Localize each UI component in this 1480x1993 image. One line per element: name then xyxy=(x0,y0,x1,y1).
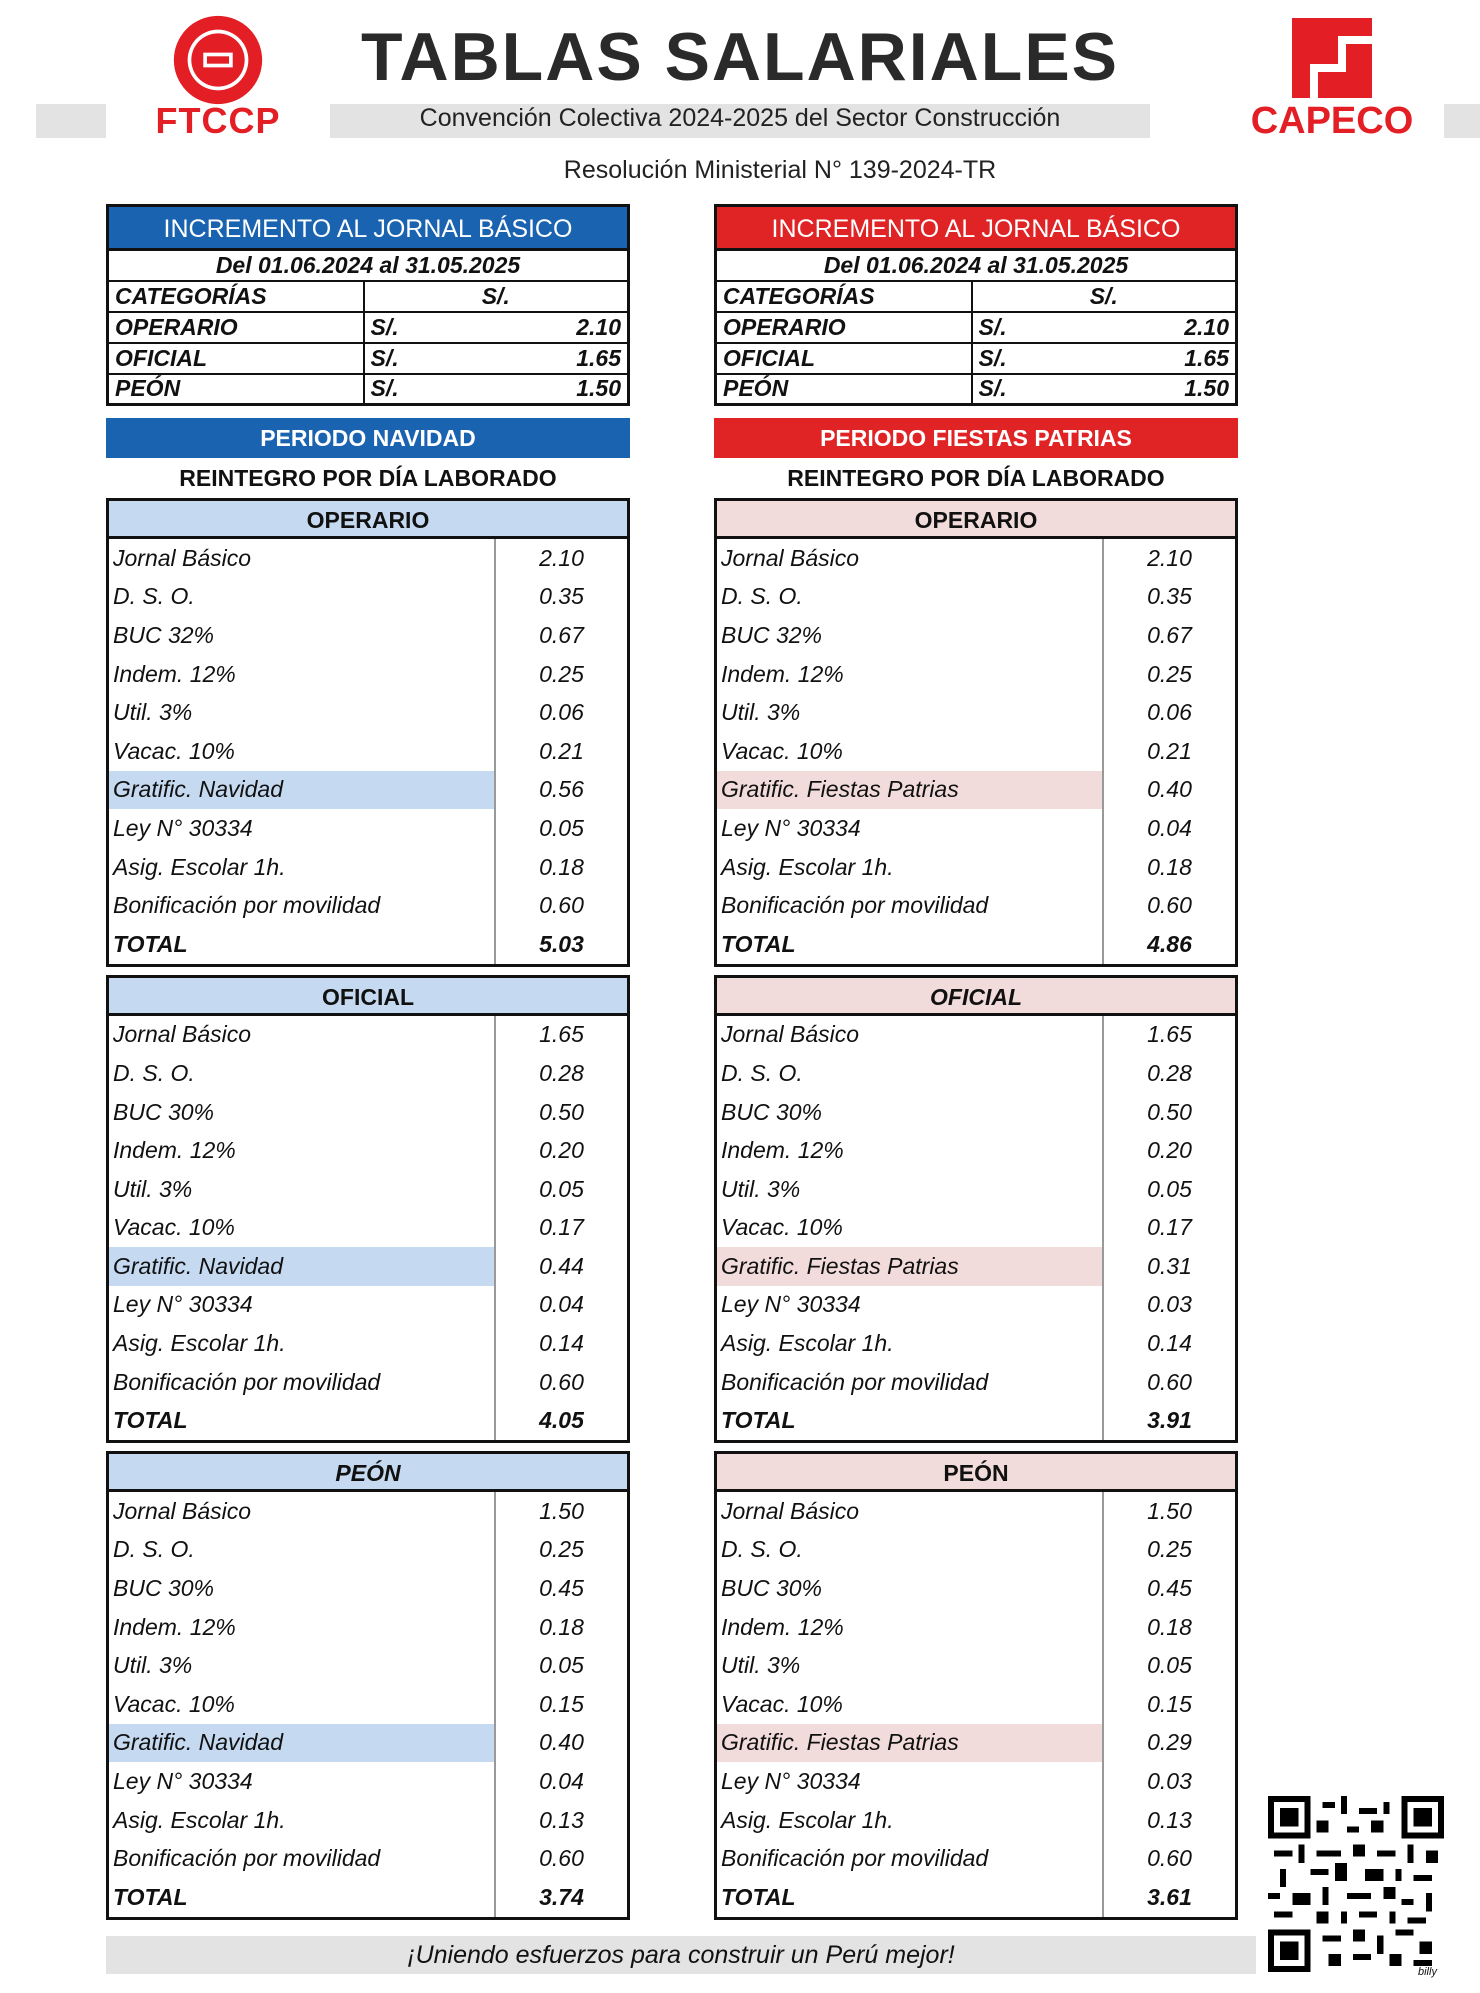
increment-currency: S/. xyxy=(364,374,444,405)
table-row xyxy=(717,616,1235,655)
table-row xyxy=(717,1492,1235,1531)
row-label: Ley N° 30334 xyxy=(717,1762,1104,1801)
row-label: Util. 3% xyxy=(717,1170,1104,1209)
row-label: Ley N° 30334 xyxy=(109,1762,496,1801)
table-row xyxy=(109,539,627,578)
row-value: 0.04 xyxy=(539,1768,584,1795)
increment-period: Del 01.06.2024 al 31.05.2025 xyxy=(108,250,629,281)
row-label: Ley N° 30334 xyxy=(109,1286,496,1325)
total-row xyxy=(717,1401,1235,1440)
table-row xyxy=(717,1209,1235,1248)
row-value: 5.03 xyxy=(539,930,584,957)
increment-period: Del 01.06.2024 al 31.05.2025 xyxy=(716,250,1237,281)
row-value: 2.10 xyxy=(539,544,584,571)
row-label: Ley N° 30334 xyxy=(109,809,496,848)
table-row xyxy=(109,1608,627,1647)
row-value: 4.86 xyxy=(1147,930,1192,957)
table-row xyxy=(109,1016,627,1055)
increment-value: 2.10 xyxy=(444,312,629,343)
row-value: 0.40 xyxy=(1147,776,1192,803)
row-value: 0.03 xyxy=(1147,1291,1192,1318)
table-row xyxy=(717,1839,1235,1878)
table-row xyxy=(109,1646,627,1685)
row-label: Vacac. 10% xyxy=(109,732,496,771)
increment-col-categories: CATEGORÍAS xyxy=(108,281,364,312)
row-value: 0.06 xyxy=(1147,699,1192,726)
row-label: Util. 3% xyxy=(109,693,496,732)
table-row xyxy=(109,809,627,848)
page-title: TABLAS SALARIALES xyxy=(360,19,1120,95)
row-label: Bonificación por movilidad xyxy=(717,886,1104,925)
increment-currency: S/. xyxy=(972,343,1052,374)
row-label: Gratific. Navidad xyxy=(109,1724,496,1763)
increment-category: OFICIAL xyxy=(108,343,364,374)
row-value: 0.50 xyxy=(1147,1098,1192,1125)
table-row xyxy=(109,848,627,887)
row-label: Indem. 12% xyxy=(109,1131,496,1170)
row-value: 0.13 xyxy=(1147,1806,1192,1833)
row-value: 0.25 xyxy=(539,1536,584,1563)
table-row xyxy=(109,1286,627,1325)
resolution-text: Resolución Ministerial N° 139-2024-TR xyxy=(563,156,997,184)
row-label: Util. 3% xyxy=(109,1646,496,1685)
row-label: Indem. 12% xyxy=(109,1608,496,1647)
row-value: 1.50 xyxy=(1147,1497,1192,1524)
increment-category: OFICIAL xyxy=(716,343,972,374)
increment-value: 1.65 xyxy=(444,343,629,374)
row-value: 0.29 xyxy=(1147,1729,1192,1756)
table-row xyxy=(717,1054,1235,1093)
qr-code-icon xyxy=(1268,1796,1444,1972)
row-label: Indem. 12% xyxy=(717,1131,1104,1170)
reintegro-heading: REINTEGRO POR DÍA LABORADO xyxy=(787,465,1165,491)
row-label: TOTAL xyxy=(717,1401,1104,1440)
row-label: Bonificación por movilidad xyxy=(109,886,496,925)
table-row xyxy=(717,1724,1235,1763)
row-label: Bonificación por movilidad xyxy=(717,1839,1104,1878)
row-label: D. S. O. xyxy=(109,578,496,617)
table-row xyxy=(717,655,1235,694)
table-row xyxy=(109,578,627,617)
row-value: 0.50 xyxy=(539,1098,584,1125)
reintegro-heading: REINTEGRO POR DÍA LABORADO xyxy=(179,465,557,491)
row-value: 0.60 xyxy=(1147,1368,1192,1395)
increment-table xyxy=(106,248,630,406)
table-row xyxy=(109,1209,627,1248)
table-row xyxy=(717,1646,1235,1685)
row-value: 0.45 xyxy=(1147,1575,1192,1602)
row-value: 0.40 xyxy=(539,1729,584,1756)
increment-category: OPERARIO xyxy=(108,312,364,343)
increment-value: 1.50 xyxy=(1052,374,1237,405)
row-label: Jornal Básico xyxy=(717,1492,1104,1531)
row-label: Util. 3% xyxy=(717,693,1104,732)
row-value: 1.65 xyxy=(539,1021,584,1048)
row-value: 0.03 xyxy=(1147,1768,1192,1795)
row-label: Indem. 12% xyxy=(109,655,496,694)
row-label: BUC 32% xyxy=(109,616,496,655)
row-value: 0.25 xyxy=(539,660,584,687)
total-row xyxy=(109,1878,627,1917)
row-value: 0.15 xyxy=(1147,1690,1192,1717)
category-block xyxy=(714,498,1238,967)
row-label: TOTAL xyxy=(717,1878,1104,1917)
row-label: Gratific. Fiestas Patrias xyxy=(717,1724,1104,1763)
increment-currency: S/. xyxy=(364,343,444,374)
row-value: 3.74 xyxy=(539,1883,584,1910)
category-block xyxy=(714,1451,1238,1920)
row-value: 0.20 xyxy=(539,1137,584,1164)
row-label: Jornal Básico xyxy=(717,1016,1104,1055)
table-row xyxy=(717,1093,1235,1132)
row-value: 0.60 xyxy=(1147,892,1192,919)
increment-title: INCREMENTO AL JORNAL BÁSICO xyxy=(714,204,1238,248)
row-label: Vacac. 10% xyxy=(717,1209,1104,1248)
table-row xyxy=(109,1363,627,1402)
row-label: Asig. Escolar 1h. xyxy=(717,1801,1104,1840)
increment-currency: S/. xyxy=(972,312,1052,343)
row-value: 0.35 xyxy=(1147,583,1192,610)
row-label: D. S. O. xyxy=(109,1531,496,1570)
row-value: 0.21 xyxy=(1147,737,1192,764)
row-value: 0.15 xyxy=(539,1690,584,1717)
row-value: 0.17 xyxy=(1147,1214,1192,1241)
table-row xyxy=(109,655,627,694)
row-label: BUC 30% xyxy=(717,1093,1104,1132)
table-row xyxy=(717,1801,1235,1840)
category-block-title: PEÓN xyxy=(717,1454,1235,1492)
category-block-title: PEÓN xyxy=(109,1454,627,1492)
row-value: 0.14 xyxy=(1147,1330,1192,1357)
table-row xyxy=(109,693,627,732)
table-row xyxy=(109,1324,627,1363)
table-row xyxy=(717,732,1235,771)
increment-category: PEÓN xyxy=(716,374,972,405)
row-label: BUC 32% xyxy=(717,616,1104,655)
table-row xyxy=(717,693,1235,732)
row-label: TOTAL xyxy=(109,1878,496,1917)
row-label: D. S. O. xyxy=(717,578,1104,617)
row-label: BUC 30% xyxy=(109,1093,496,1132)
table-row xyxy=(717,1247,1235,1286)
table-row xyxy=(717,578,1235,617)
row-label: Asig. Escolar 1h. xyxy=(717,1324,1104,1363)
row-label: Gratific. Fiestas Patrias xyxy=(717,771,1104,810)
row-value: 0.28 xyxy=(539,1059,584,1086)
row-value: 0.60 xyxy=(1147,1845,1192,1872)
increment-currency: S/. xyxy=(364,312,444,343)
category-block-title: OPERARIO xyxy=(109,501,627,539)
row-label: Asig. Escolar 1h. xyxy=(109,1801,496,1840)
row-value: 0.05 xyxy=(539,1652,584,1679)
increment-title: INCREMENTO AL JORNAL BÁSICO xyxy=(106,204,630,248)
row-value: 0.20 xyxy=(1147,1137,1192,1164)
row-value: 0.67 xyxy=(539,621,584,648)
table-row xyxy=(717,1286,1235,1325)
table-row xyxy=(109,732,627,771)
table-row xyxy=(717,539,1235,578)
row-value: 0.56 xyxy=(539,776,584,803)
row-label: Jornal Básico xyxy=(109,539,496,578)
row-label: Vacac. 10% xyxy=(717,1685,1104,1724)
row-value: 0.17 xyxy=(539,1214,584,1241)
row-value: 0.18 xyxy=(1147,853,1192,880)
column-fiestas-patrias xyxy=(714,204,1238,1928)
category-blocks xyxy=(106,498,630,1920)
row-label: D. S. O. xyxy=(109,1054,496,1093)
category-blocks xyxy=(714,498,1238,1920)
row-label: Asig. Escolar 1h. xyxy=(109,1324,496,1363)
table-row xyxy=(717,848,1235,887)
increment-value: 1.65 xyxy=(1052,343,1237,374)
header-bar-right xyxy=(1444,104,1480,138)
table-row xyxy=(717,1762,1235,1801)
row-value: 3.91 xyxy=(1147,1407,1192,1434)
category-block xyxy=(106,1451,630,1920)
row-value: 0.05 xyxy=(1147,1652,1192,1679)
category-block-title: OFICIAL xyxy=(717,978,1235,1016)
table-row xyxy=(109,1492,627,1531)
table-row xyxy=(109,771,627,810)
increment-value: 1.50 xyxy=(444,374,629,405)
table-row xyxy=(717,771,1235,810)
row-value: 0.21 xyxy=(539,737,584,764)
row-label: Gratific. Navidad xyxy=(109,771,496,810)
row-label: Bonificación por movilidad xyxy=(109,1839,496,1878)
table-row xyxy=(109,1724,627,1763)
row-value: 0.67 xyxy=(1147,621,1192,648)
increment-col-currency: S/. xyxy=(364,281,629,312)
row-label: Vacac. 10% xyxy=(109,1209,496,1248)
total-row xyxy=(717,1878,1235,1917)
row-value: 0.44 xyxy=(539,1252,584,1279)
column-navidad xyxy=(106,204,630,1928)
row-value: 1.65 xyxy=(1147,1021,1192,1048)
table-row xyxy=(109,1531,627,1570)
row-label: Util. 3% xyxy=(717,1646,1104,1685)
category-block xyxy=(106,498,630,967)
capeco-logo-icon xyxy=(1292,18,1372,98)
row-value: 0.60 xyxy=(539,1368,584,1395)
table-row xyxy=(717,1324,1235,1363)
row-value: 4.05 xyxy=(539,1407,584,1434)
row-value: 0.18 xyxy=(1147,1613,1192,1640)
row-label: BUC 30% xyxy=(109,1569,496,1608)
category-block-title: OFICIAL xyxy=(109,978,627,1016)
row-value: 3.61 xyxy=(1147,1883,1192,1910)
increment-col-categories: CATEGORÍAS xyxy=(716,281,972,312)
table-row xyxy=(717,1170,1235,1209)
row-label: TOTAL xyxy=(109,1401,496,1440)
ftccp-seal-icon xyxy=(172,14,264,106)
table-row xyxy=(109,1093,627,1132)
row-value: 0.13 xyxy=(539,1806,584,1833)
increment-table xyxy=(714,248,1238,406)
table-row xyxy=(109,1801,627,1840)
row-label: Asig. Escolar 1h. xyxy=(109,848,496,887)
total-row xyxy=(717,925,1235,964)
increment-value: 2.10 xyxy=(1052,312,1237,343)
row-value: 0.28 xyxy=(1147,1059,1192,1086)
table-row xyxy=(109,1054,627,1093)
period-title: PERIODO NAVIDAD xyxy=(106,418,630,458)
row-value: 0.35 xyxy=(539,583,584,610)
table-row xyxy=(717,1016,1235,1055)
row-label: TOTAL xyxy=(109,925,496,964)
table-row xyxy=(717,886,1235,925)
row-label: Jornal Básico xyxy=(109,1492,496,1531)
total-row xyxy=(109,1401,627,1440)
increment-currency: S/. xyxy=(972,374,1052,405)
row-value: 0.25 xyxy=(1147,660,1192,687)
row-label: BUC 30% xyxy=(717,1569,1104,1608)
footer-slogan: ¡Uniendo esfuerzos para construir un Perú mejor! xyxy=(106,1936,1256,1974)
row-value: 0.06 xyxy=(539,699,584,726)
row-label: Jornal Básico xyxy=(717,539,1104,578)
row-value: 0.04 xyxy=(539,1291,584,1318)
page-subtitle: Convención Colectiva 2024-2025 del Sector Construcción xyxy=(419,104,1061,132)
row-value: 0.18 xyxy=(539,853,584,880)
row-label: Indem. 12% xyxy=(717,1608,1104,1647)
row-value: 0.60 xyxy=(539,892,584,919)
table-row xyxy=(109,1762,627,1801)
row-value: 0.60 xyxy=(539,1845,584,1872)
table-row xyxy=(109,1685,627,1724)
table-row xyxy=(109,1569,627,1608)
row-label: Ley N° 30334 xyxy=(717,1286,1104,1325)
row-label: Asig. Escolar 1h. xyxy=(717,848,1104,887)
table-row xyxy=(109,1247,627,1286)
table-row xyxy=(109,1131,627,1170)
row-label: D. S. O. xyxy=(717,1054,1104,1093)
row-label: Util. 3% xyxy=(109,1170,496,1209)
category-block xyxy=(106,975,630,1444)
row-label: Bonificación por movilidad xyxy=(717,1363,1104,1402)
row-label: D. S. O. xyxy=(717,1531,1104,1570)
table-row xyxy=(109,1839,627,1878)
table-row xyxy=(717,1531,1235,1570)
table-row xyxy=(109,616,627,655)
row-label: Jornal Básico xyxy=(109,1016,496,1055)
category-block xyxy=(714,975,1238,1444)
row-value: 0.45 xyxy=(539,1575,584,1602)
header-bar-left xyxy=(36,104,106,138)
period-title: PERIODO FIESTAS PATRIAS xyxy=(714,418,1238,458)
total-row xyxy=(109,925,627,964)
row-label: Gratific. Fiestas Patrias xyxy=(717,1247,1104,1286)
ftccp-logo-text: FTCCP xyxy=(155,100,281,141)
increment-col-currency: S/. xyxy=(972,281,1237,312)
row-value: 0.05 xyxy=(539,814,584,841)
row-label: Ley N° 30334 xyxy=(717,809,1104,848)
row-label: Indem. 12% xyxy=(717,655,1104,694)
qr-caption: billy xyxy=(1418,1966,1437,1978)
row-value: 1.50 xyxy=(539,1497,584,1524)
increment-category: PEÓN xyxy=(108,374,364,405)
table-row xyxy=(109,1170,627,1209)
row-value: 0.25 xyxy=(1147,1536,1192,1563)
table-row xyxy=(717,1363,1235,1402)
row-label: Vacac. 10% xyxy=(109,1685,496,1724)
table-row xyxy=(717,1608,1235,1647)
row-value: 0.05 xyxy=(1147,1175,1192,1202)
row-label: TOTAL xyxy=(717,925,1104,964)
row-value: 0.05 xyxy=(539,1175,584,1202)
table-row xyxy=(717,1569,1235,1608)
row-value: 0.14 xyxy=(539,1330,584,1357)
row-value: 0.18 xyxy=(539,1613,584,1640)
row-value: 0.04 xyxy=(1147,814,1192,841)
table-row xyxy=(109,886,627,925)
row-label: Gratific. Navidad xyxy=(109,1247,496,1286)
row-label: Bonificación por movilidad xyxy=(109,1363,496,1402)
table-row xyxy=(717,1131,1235,1170)
table-row xyxy=(717,1685,1235,1724)
category-block-title: OPERARIO xyxy=(717,501,1235,539)
row-value: 2.10 xyxy=(1147,544,1192,571)
row-label: Vacac. 10% xyxy=(717,732,1104,771)
increment-category: OPERARIO xyxy=(716,312,972,343)
capeco-logo-text: CAPECO xyxy=(1250,100,1414,142)
table-row xyxy=(717,809,1235,848)
row-value: 0.31 xyxy=(1147,1252,1192,1279)
